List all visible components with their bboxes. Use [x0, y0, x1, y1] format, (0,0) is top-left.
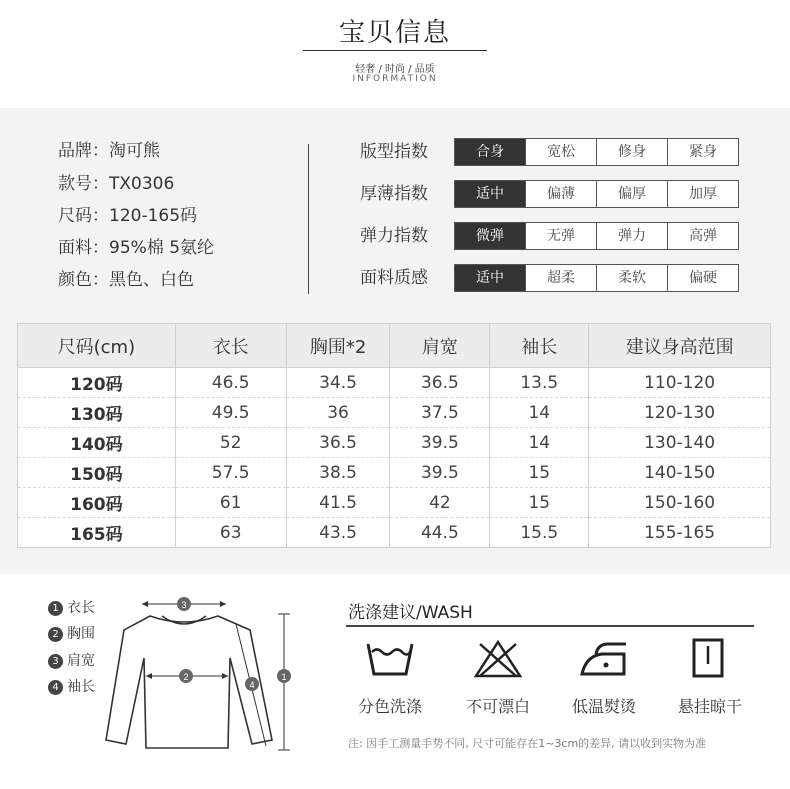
table-cell: 39.5 [390, 428, 490, 458]
wash-title-underline [346, 625, 754, 627]
table-cell: 38.5 [286, 458, 390, 488]
table-cell: 155-165 [589, 518, 771, 548]
table-cell: 14 [490, 428, 589, 458]
spec-brand-label: 品牌： [58, 141, 109, 161]
table-cell: 15 [490, 488, 589, 518]
spec-model-value: TX0306 [109, 174, 175, 194]
legend-sleeve [48, 677, 95, 697]
page-title: 宝贝信息 [338, 18, 451, 48]
iron-low-icon [576, 636, 632, 680]
table-cell: 36.5 [390, 368, 490, 398]
index-texture-scale [454, 264, 739, 292]
index-thickness-option: 偏厚 [596, 181, 667, 207]
table-cell: 110-120 [589, 368, 771, 398]
table-cell: 49.5 [175, 398, 286, 428]
table-cell: 120码 [18, 368, 176, 398]
wash-basin-icon [362, 636, 418, 680]
index-fit-option: 紧身 [667, 139, 738, 165]
table-cell: 150码 [18, 458, 176, 488]
page-subtitle-en: INFORMATION [352, 74, 438, 84]
size-table-header-row [18, 324, 771, 368]
legend-chest [48, 624, 95, 644]
size-table-header: 尺码(cm) [18, 324, 176, 368]
spec-model-label: 款号： [58, 174, 109, 194]
legend-label: 肩宽 [67, 653, 95, 669]
size-table-header: 胸围*2 [286, 324, 390, 368]
index-stretch-option: 高弹 [667, 223, 738, 249]
no-bleach-icon [470, 636, 526, 680]
table-row [18, 368, 771, 398]
table-cell: 15.5 [490, 518, 589, 548]
legend-label: 衣长 [67, 600, 95, 616]
wash-label: 分色洗涤 [357, 697, 422, 716]
spec-divider [308, 144, 309, 294]
index-stretch-option: 弹力 [596, 223, 667, 249]
table-cell: 42 [390, 488, 490, 518]
shoulder-arrow-right [220, 601, 226, 607]
legend-number-badge: 3 [48, 654, 63, 669]
table-cell: 36.5 [286, 428, 390, 458]
table-cell: 37.5 [390, 398, 490, 428]
table-cell: 150-160 [589, 488, 771, 518]
wash-label: 悬挂晾干 [677, 697, 742, 716]
size-table-header: 肩宽 [390, 324, 490, 368]
spec-brand-value: 淘可熊 [109, 141, 160, 161]
sleeve-badge-number: 4 [249, 680, 255, 690]
spec-fabric-label: 面料： [58, 238, 109, 258]
table-row [18, 428, 771, 458]
table-cell: 14 [490, 398, 589, 428]
table-cell: 39.5 [390, 458, 490, 488]
index-stretch-scale [454, 222, 739, 250]
chest-badge-number: 2 [183, 672, 189, 682]
index-label-fit: 版型指数 [360, 142, 428, 162]
legend-number-badge: 4 [48, 680, 63, 695]
measurement-note: 注: 因手工测量手势不同, 尺寸可能存在1~3cm的差异, 请以收到实物为准 [348, 737, 707, 750]
table-cell: 130-140 [589, 428, 771, 458]
legend-number-badge: 2 [48, 627, 63, 642]
page-subtitle: 轻奢 / 时尚 / 品质 [355, 64, 435, 75]
index-thickness-scale [454, 180, 739, 208]
index-texture-option: 柔软 [596, 265, 667, 291]
spec-brand [58, 139, 160, 163]
size-table-header: 袖长 [490, 324, 589, 368]
table-cell: 13.5 [490, 368, 589, 398]
table-row [18, 488, 771, 518]
shirt-measure-diagram [100, 588, 300, 758]
header [0, 0, 790, 108]
spec-color-value: 黑色、白色 [109, 270, 194, 290]
size-table-header: 建议身高范围 [589, 324, 771, 368]
index-fit-option: 修身 [596, 139, 667, 165]
legend-number-badge: 1 [48, 601, 63, 616]
spec-fabric-value: 95%棉 5氨纶 [109, 238, 215, 258]
wash-label: 不可漂白 [465, 697, 530, 716]
table-cell: 165码 [18, 518, 176, 548]
table-cell: 57.5 [175, 458, 286, 488]
spec-color [58, 268, 194, 292]
table-cell: 120-130 [589, 398, 771, 428]
index-fit-scale [454, 138, 739, 166]
index-label-texture: 面料质感 [360, 268, 428, 288]
spec-color-label: 颜色： [58, 270, 109, 290]
table-cell: 61 [175, 488, 286, 518]
table-cell: 130码 [18, 398, 176, 428]
index-thickness-option: 加厚 [667, 181, 738, 207]
table-cell: 43.5 [286, 518, 390, 548]
title-underline [303, 50, 487, 51]
spec-model [58, 172, 174, 196]
shoulder-badge-number: 3 [181, 600, 187, 610]
index-label-thickness: 厚薄指数 [360, 184, 428, 204]
legend-label: 胸围 [67, 626, 95, 642]
index-fit-option: 宽松 [525, 139, 596, 165]
spec-size-value: 120-165码 [109, 206, 198, 226]
index-texture-option: 适中 [455, 265, 525, 291]
table-cell: 41.5 [286, 488, 390, 518]
table-row [18, 518, 771, 548]
table-cell: 44.5 [390, 518, 490, 548]
length-badge-number: 1 [281, 672, 287, 682]
table-cell: 15 [490, 458, 589, 488]
wash-title: 洗涤建议/WASH [348, 603, 473, 623]
table-cell: 63 [175, 518, 286, 548]
shoulder-arrow-left [142, 601, 148, 607]
table-cell: 140码 [18, 428, 176, 458]
table-cell: 140-150 [589, 458, 771, 488]
table-cell: 160码 [18, 488, 176, 518]
table-cell: 46.5 [175, 368, 286, 398]
legend-length [48, 598, 95, 618]
index-thickness-option: 适中 [455, 181, 525, 207]
table-row [18, 458, 771, 488]
size-table [17, 323, 771, 548]
table-cell: 36 [286, 398, 390, 428]
index-label-stretch: 弹力指数 [360, 226, 428, 246]
spec-fabric [58, 236, 214, 260]
index-thickness-option: 偏薄 [525, 181, 596, 207]
index-stretch-option: 微弹 [455, 223, 525, 249]
spec-size-label: 尺码： [58, 206, 109, 226]
index-fit-option: 合身 [455, 139, 525, 165]
size-table-header: 衣长 [175, 324, 286, 368]
table-row [18, 398, 771, 428]
index-texture-option: 偏硬 [667, 265, 738, 291]
table-cell: 34.5 [286, 368, 390, 398]
spec-size [58, 204, 197, 228]
index-texture-option: 超柔 [525, 265, 596, 291]
table-cell: 52 [175, 428, 286, 458]
legend-shoulder [48, 651, 95, 671]
hang-dry-icon [680, 636, 736, 680]
index-stretch-option: 无弹 [525, 223, 596, 249]
legend-label: 袖长 [67, 679, 95, 695]
wash-label: 低温熨烫 [571, 697, 636, 716]
